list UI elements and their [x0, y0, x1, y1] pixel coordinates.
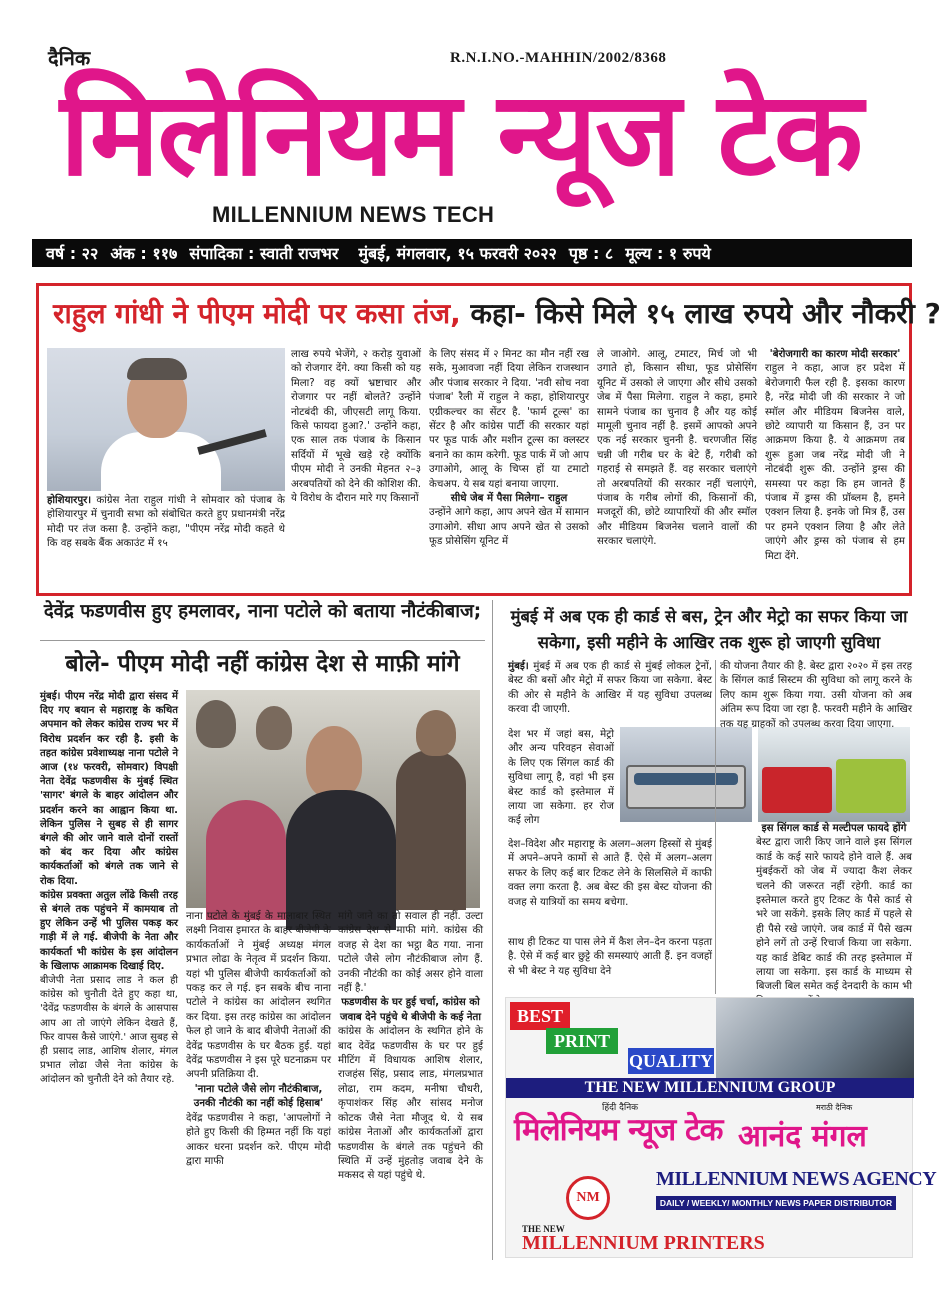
newspaper-title-english: MILLENNIUM NEWS TECH [212, 202, 495, 227]
quality-badge: QUALITY [628, 1048, 714, 1074]
millennium-group-advert [505, 997, 937, 1258]
best-bus-photo [758, 727, 910, 822]
column-divider [492, 600, 493, 1260]
article-column-4: ले जाओगे. आलू, टमाटर, मिर्च जो भी उगाते हो, किसान सीधा, फूड प्रोसेसिंग यूनिट में उसको ले जाएगा और सीधे उसको जेब में पैसा मिलेगा. राहुल ने कहा, हमारे सामने पंजाब का चुनाव है और यह कोई मामूली चुनाव नहीं है. इसमें आपको अपने एक नई सरकार चुननी है. चरणजीत सिंह चन्नी जी गरीब घर के बेटे हैं, गरीबी को गहराई से समझते हैं. वह सरकार चलाएंगे तो अरबपतियों की सरकार नहीं चलाएंगे, पंजाब के गरीब लोगों की, किसानों की, मजदूरों की, छोटे व्यापारियों की और स्मॉल और मीडियम बिजनेस चलाने वालों की सरकार चलाएंगे. [597, 349, 757, 548]
masthead [0, 0, 945, 240]
article-headline: देवेंद्र फडणवीस हुए हमलावर, नाना पटोले को बताया नौटंकीबाज; [43, 601, 482, 622]
article-column-2: नाना पटोले के मुंबई के मालाबार स्थित लक्ष्मी निवास इमारत के बाहर बीजेपी के कार्यकर्ताओं ने मुंबई अध्यक्ष मंगल प्रभात लोढा के नेतृत्व में प्रदर्शन किया. यहां भी पुलिस बीजेपी कार्यकर्ताओं को पकड़ कर ले गई. इन सबके बीच नाना पटोले ने कांग्रेस का आंदोलन स्थगित कर दिया. इस तरह कांग्रेस का आंदोलन फेल हो जाने के बाद बीजेपी नेताओं की देवेंद्र फडणवीस के घर बैठक हुई. यहां देवेंद्र फडणवीस ने इस पूरे घटनाक्रम पर अपनी प्रतिक्रिया दी. 'नाना पटोले जैसे लोग नौटंकीबाज, उनकी नौटंकी का नहीं कोई हिसाब' देवेंद्र फडणवीस ने कहा, 'आपलोगों ने होते हुए किसी की हिम्मत नहीं कि यहां आकर धरना प्रदर्शन करे. पीएम मोदी द्वारा माफी [186, 911, 331, 1167]
subheading: फडणवीस के घर हुई चर्चा, कांग्रेस को जवाब देने पहुंचे थे बीजेपी के कई नेता [340, 997, 481, 1023]
marathi-daily-label: मराठी दैनिक [816, 1103, 853, 1112]
rahul-gandhi-photo [47, 348, 285, 491]
paper-name-anand-mangal: आनंद मंगल [738, 1119, 867, 1154]
editor-info: संपादिका : स्वाती राजभर [189, 244, 339, 263]
article-column-3: के लिए संसद में २ मिनट का मौन नहीं रख सके, मुआवजा नहीं दिया लेकिन राजस्थान और पंजाब सरकार ने दिया. 'नवी सोच नवा पंजाब' रैली में राहुल ने कहा, होशियारपुर एग्रीकल्चर का सेंटर है. 'फार्म टूल्स' का सेंटर है और कांग्रेस पार्टी की सरकार यहां पर फूड पार्क और मशीन टूल्स का क्लस्टर बनाने का काम करेगी. फूड पार्क में जो आप उगाओगे, आलू के चिप्स हों या टमाटो केचअप. ये सब यहां बनाया जाएगा. सीधे जेब में पैसा मिलेगा– राहुल उन्होंने आगे कहा, आप अपने खेत में सामान उगाओगे. सीधा आप अपने खेत से उसको फूड प्रोसेसिंग यूनिट में [429, 349, 589, 548]
price-info: मूल्य : १ रुपये [625, 244, 711, 263]
dateline: होशियारपुर। [47, 495, 92, 506]
subheading: इस सिंगल कार्ड से मल्टीपल फायदे होंगे [761, 823, 907, 834]
print-badge: PRINT [546, 1028, 618, 1054]
article-column-2-top: की योजना तैयार की है. बेस्ट द्वारा २०२० में इस तरह के सिंगल कार्ड सिस्टम की सुविधा को लागू करने के लिए काम शुरू किया गया. उसी योजना को अब अंतिम रूप दिया जा रहा है. फरवरी महीने के आखिर तक यह ग्राहकों को उपलब्ध करवा दिया जाएगा. [720, 661, 912, 730]
subheading: 'नाना पटोले जैसे लोग नौटंकीबाज, उनकी नौटंकी का नहीं कोई हिसाब' [193, 1083, 324, 1110]
year-info: वर्ष : २२ [46, 244, 99, 263]
hindi-daily-label: हिंदी दैनिक [602, 1103, 639, 1113]
article-column-2: लाख रुपये भेजेंगे, २ करोड़ युवाओं को रोजगार देंगे. क्या किसी को यह मिला? वह क्यों भ्रष्टाचार और रोजगार पर नहीं बोलते? उन्होंने नोटबंदी की, जीएसटी लागू किया. किसे फायदा हुआ?.' उन्होंने कहा, एक साल तक पंजाब के किसान सर्दियों में भूखे खड़े रहे क्योंकि पीएम मोदी ने उनकी मेहनत २–३ अरबपतियों को देने की कोशिश की. ये विरोध के दौरान मारे गए किसानों [291, 349, 421, 505]
article-column-1: होशियारपुर। कांग्रेस नेता राहुल गांधी ने सोमवार को पंजाब के होशियारपुर में चुनावी सभा को संबोधित करते हुए प्रधानमंत्री नरेंद्र मोदी पर तंज कसा है. उन्होंने कहा, "पीएम नरेंद्र मोदी कहते थे कि वह सबके बैंक अकाउंट में १५ [47, 495, 285, 550]
article-column-1-top: मुंबई। मुंबई में अब एक ही कार्ड से मुंबई लोकल ट्रेनों, बेस्ट की बसों और मेट्रो में सफर किया जा सकेगा. बेस्ट की ओर से महीने के आखिर में यह सुविधा उपलब्ध करवा दी जाएगी. [508, 661, 712, 716]
issue-info-bar [32, 239, 912, 267]
article-column-1-c: साथ ही टिकट या पास लेने में कैश लेन–देन करना पड़ता है. ऐसे में कई बार छुट्टे की समस्याएं आती हैं. इन वजहों से भी बेस्ट ने यह सुविधा देने [508, 937, 712, 977]
headline-rule [40, 640, 485, 641]
printers-name: MILLENNIUM PRINTERS [522, 1232, 765, 1254]
dainik-label: दैनिक [48, 46, 91, 70]
article-headline-2: बोले- पीएम मोदी नहीं कांग्रेस देश से माफ़ी मांगे [65, 651, 460, 677]
article-column-3: मांगे जाने का तो सवाल ही नहीं. उल्टा कांग्रेस देश से माफी मांगे. कांग्रेस की वजह से देश का भट्ठा बैठ गया. नाना पटोले जैसे लोग नौटंकीबाज लोग हैं. उनकी नौटंकी का कोई असर होने वाला नहीं है.' फडणवीस के घर हुई चर्चा, कांग्रेस को जवाब देने पहुंचे थे बीजेपी के कई नेता कांग्रेस के आंदोलन के स्थगित होने के बाद देवेंद्र फडणवीस के घर पर हुई मीटिंग में विधायक आशिष शेलार, राजहंस सिंह, प्रसाद लाड, मंगलप्रभात लोढा, राम कदम, मनीषा चौधरी, कृपाशंकर सिंह और सांसद मनोज कोटक जैसे नेता मौजूद थे. ये सब कांग्रेस नेताओं और कार्यकर्ताओं द्वारा फडणवीस के बंगले तक पहुंचने की स्थिति में उन्हें मुंहतोड़ जवाब देने के मकसद से यहां पहुंचे थे. [338, 911, 483, 1182]
headline-part-red: राहुल गांधी ने पीएम मोदी पर कसा तंज, [53, 297, 461, 330]
printing-press-image [716, 998, 914, 1078]
article-column-1-narrow: देश भर में जहां बस, मेट्रो और अन्य परिवहन सेवाओं के लिए एक सिंगल कार्ड की सुविधा लागू है, वहां भी इस बेस्ट कार्ड को इस्तेमाल में लाया जा सकेगा. हर रोज कई लोग [508, 729, 614, 827]
issue-info: अंक : ११७ [110, 244, 178, 263]
headline-part-black: कहा- किसे मिले १५ लाख रुपये और नौकरी ? [460, 297, 941, 330]
newspaper-title-hindi: मिलेनियम न्यूज टेक [60, 67, 862, 202]
distributor-tagline: DAILY / WEEKLY/ MONTHLY NEWS PAPER DISTRIBUTOR [656, 1196, 896, 1210]
article-headline [53, 294, 941, 332]
metro-train-photo [620, 727, 752, 822]
dateline: मुंबई। [40, 691, 61, 702]
best-badge: BEST [510, 1002, 570, 1030]
fadnavis-photo [186, 690, 480, 908]
agency-name: MILLENNIUM NEWS AGENCY [656, 1168, 937, 1190]
rni-number: R.N.I.NO.-MAHHIN/2002/8368 [450, 50, 667, 66]
pages-info: पृष्ठ : ८ [568, 244, 614, 263]
article-column-1: मुंबई। पीएम नरेंद्र मोदी द्वारा संसद में दिए गए बयान से महाराष्ट्र के कथित अपमान को लेकर कांग्रेस राज्य भर में विरोध प्रदर्शन कर रही है. इसी के तहत कांग्रेस प्रवेशाध्यक्ष नाना पटोले ने आज (१४ फरवरी, सोमवार) विपक्षी नेता देवेंद्र फडणवीस के मुंबई स्थित 'सागर' बंगले के बाहर आंदोलन और प्रदर्शन करने का आह्वान किया था. लेकिन पुलिस ने सुबह से ही सागर बंगले की ओर जाने वाले दोनों रास्तों को बंद कर दिया और कांग्रेस कार्यकर्ताओं को बंगले तक जाने से रोक दिया. कांग्रेस प्रवक्ता अतुल लोंढे किसी तरह से बंगले तक पहुंचने में कामयाब तो हुए लेकिन उन्हें भी पुलिस पकड़ कर गाड़ी में ले गई. बीजेपी के नेता और कार्यकर्ता भी कांग्रेस के इस आंदोलन के खिलाफ आक्रामक दिखाई दिए. बीजेपी नेता प्रसाद लाड ने कल ही कांग्रेस को चुनौती देते हुए कहा था, 'देवेंद्र फडणवीस के बंगले के आसपास आप आ तो जाएंगे लेकिन देखते हैं, फिर वापस कैसे जाएंगे.' आज सुबह से ही प्रसाद लाड, आशिष शेलार, मंगल प्रभात लोढा जैसे नेता कांग्रेस के आंदोलन को चुनौती देने को तैयार रहे. [40, 691, 178, 1086]
subheading: 'बेरोजगारी का कारण मोदी सरकार' [769, 349, 901, 360]
article-headline: मुंबई में अब एक ही कार्ड से बस, ट्रेन और मेट्रो का सफर किया जा सकेगा, इसी महीने के आखिर तक शुरू हो जाएगी सुविधा [510, 607, 908, 652]
subheading: सीधे जेब में पैसा मिलेगा– राहुल [450, 493, 568, 505]
group-name: THE NEW MILLENNIUM GROUP [506, 1078, 914, 1098]
article-rahul-gandhi [36, 283, 941, 596]
article-column-1-b: देश–विदेश और महाराष्ट्र के अलग–अलग हिस्सों से मुंबई में अपने–अपने कामों से आते हैं. ऐसे में अलग–अलग सफर के लिए कई बार टिकट लेने के सिलसिले में काफी वक्त लगा करता है. अब बेस्ट की इस बेस्ट योजना की वजह से यात्रियों का समय बचेगा. [508, 839, 712, 908]
column-divider [715, 660, 716, 994]
date-info: मुंबई, मंगलवार, १५ फरवरी २०२२ [358, 244, 557, 263]
article-column-5: 'बेरोजगारी का कारण मोदी सरकार' राहुल ने कहा, आज हर प्रदेश में बेरोजगारी फैल रही है. इसका कारण है, नरेंद्र मोदी जी की सरकार ने जो स्मॉल और मीडियम बिजनेस वाले, छोटे व्यापारी या किसान हैं, उन पर आक्रमण किया है. ये आक्रमण तब शुरू हुआ जब नरेंद्र मोदी जी ने नोटबंदी शुरू की. उन्होंने ड्रग्स की समस्या पर कहा कि हम जानते हैं पंजाब में ड्रग्स की प्रॉब्लम है, हमने एक्शन लिया है. इनके जो मित्र हैं, उस पर हमने एक्शन लिया है और लेते जाएंगे और ड्रग्स को पंजाब से हम मिटा देंगे. [765, 349, 905, 562]
article-column-2: इस सिंगल कार्ड से मल्टीपल फायदे होंगे बेस्ट द्वारा जारी किए जाने वाले इस सिंगल कार्ड के कई सारे फायदे होने वाले हैं. अब मुंबईकरों को जेब में ज्यादा कैश लेकर चलने की जरूरत नहीं रहेगी. कार्ड का इस्तेमाल करते हुए टिकट के पैसे कार्ड से भरे जा सकेंगे. इसके लिए कार्ड में पहले से ही पैसे रखे जाएंगे. जब कार्ड में पैसे खत्म होने लगें तो उन्हें रिचार्ज किया जा सकेगा. यह कार्ड डेबिट कार्ड की तरह इस्तेमाल में लाया जा सकेगा. इस कार्ड के माध्यम से बिजली बिल समेत कई देनदारी के काम भी [756, 823, 912, 993]
the-new-label: THE NEW [522, 1224, 565, 1234]
dateline: मुंबई। [508, 661, 529, 672]
paper-name-hindi: मिलेनियम न्यूज टेक [514, 1112, 723, 1148]
nm-logo-icon: NM [566, 1176, 610, 1220]
